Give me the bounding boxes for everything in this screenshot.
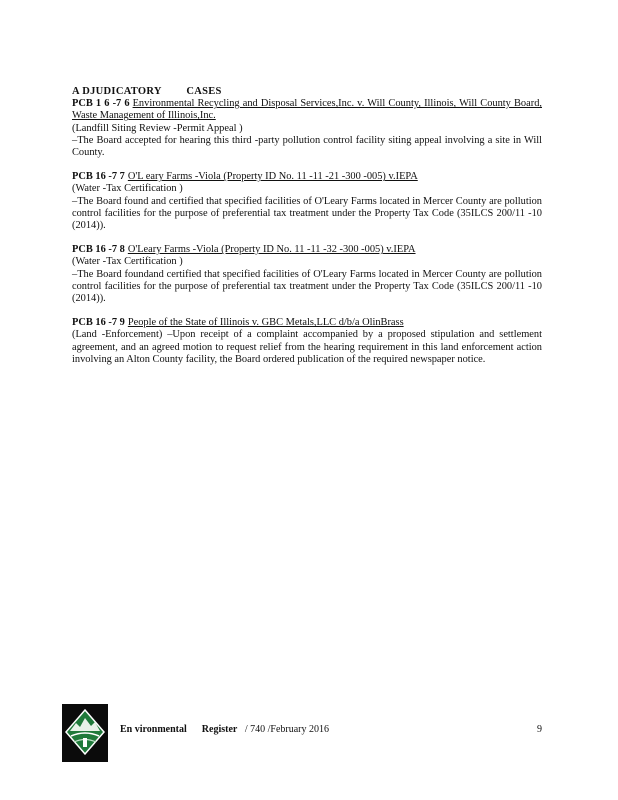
case-summary: –The Board accepted for hearing this third -party pollution control facility siting appeal involving a site in Will County. — [72, 134, 542, 159]
case-entry-4 — [72, 317, 542, 366]
case-title: O'L eary Farms -Viola (Property ID No. 11 -11 -21 -300 -005) v.IEPA — [127, 171, 418, 183]
environmental-register-logo-icon — [62, 704, 108, 762]
footer-issue: / 740 /February 2016 — [244, 724, 329, 735]
case-title: O'Leary Farms -Viola (Property ID No. 11 -11 -32 -300 -005) v.IEPA — [127, 244, 416, 256]
footer-title-b: Register — [201, 724, 238, 735]
heading-adjudicatory: A DJUDICATORY — [72, 86, 162, 97]
case-category: (Landfill Siting Review -Permit Appeal ) — [72, 122, 243, 134]
case-number: PCB 16 -7 7 — [72, 171, 125, 183]
page-footer — [62, 704, 542, 762]
case-summary: –The Board found and certified that specified facilities of O'Leary Farms located in Mercer County are pollution control facilities for the purpose of preferential tax treatment under the Property Tax Code (35ILCS 200/11 -10 (2014)). — [72, 195, 542, 232]
case-category: (Water -Tax Certification ) — [72, 183, 183, 195]
case-title: People of the State of Illinois v. GBC Metals,LLC d/b/a OlinBrass — [127, 317, 404, 329]
case-summary: –The Board foundand certified that specified facilities of O'Leary Farms located in Mercer County are pollution control facilities for the purpose of preferential tax treatment under the Property Tax Code (35ILCS 200/11 -10 (2014)). — [72, 268, 542, 305]
heading-cases: CASES — [186, 86, 222, 97]
case-entry-2 — [72, 171, 542, 232]
case-number: PCB 1 6 -7 6 — [72, 98, 130, 110]
case-summary: –Upon receipt of a complaint accompanied by a proposed stipulation and settlement agreement, and an agreed motion to request relief from the hearing requirement in this land enforcement action involving an Alton County facility, the Board ordered publication of the required newspaper notice. — [72, 329, 542, 365]
page-number: 9 — [537, 724, 542, 735]
case-category: (Land -Enforcement) — [72, 329, 163, 341]
case-entry-1 — [72, 98, 542, 159]
case-number: PCB 16 -7 9 — [72, 317, 125, 329]
case-title: Environmental Recycling and Disposal Services,Inc. v. Will County, Illinois, Will County Board, Waste Management of Illinois,Inc. — [72, 98, 542, 122]
case-entry-3 — [72, 244, 542, 305]
footer-title-a: En vironmental — [120, 724, 187, 735]
document-body — [72, 86, 542, 378]
section-heading — [72, 86, 542, 98]
footer-publication — [120, 724, 329, 735]
case-number: PCB 16 -7 8 — [72, 244, 125, 256]
case-category: (Water -Tax Certification ) — [72, 256, 183, 268]
